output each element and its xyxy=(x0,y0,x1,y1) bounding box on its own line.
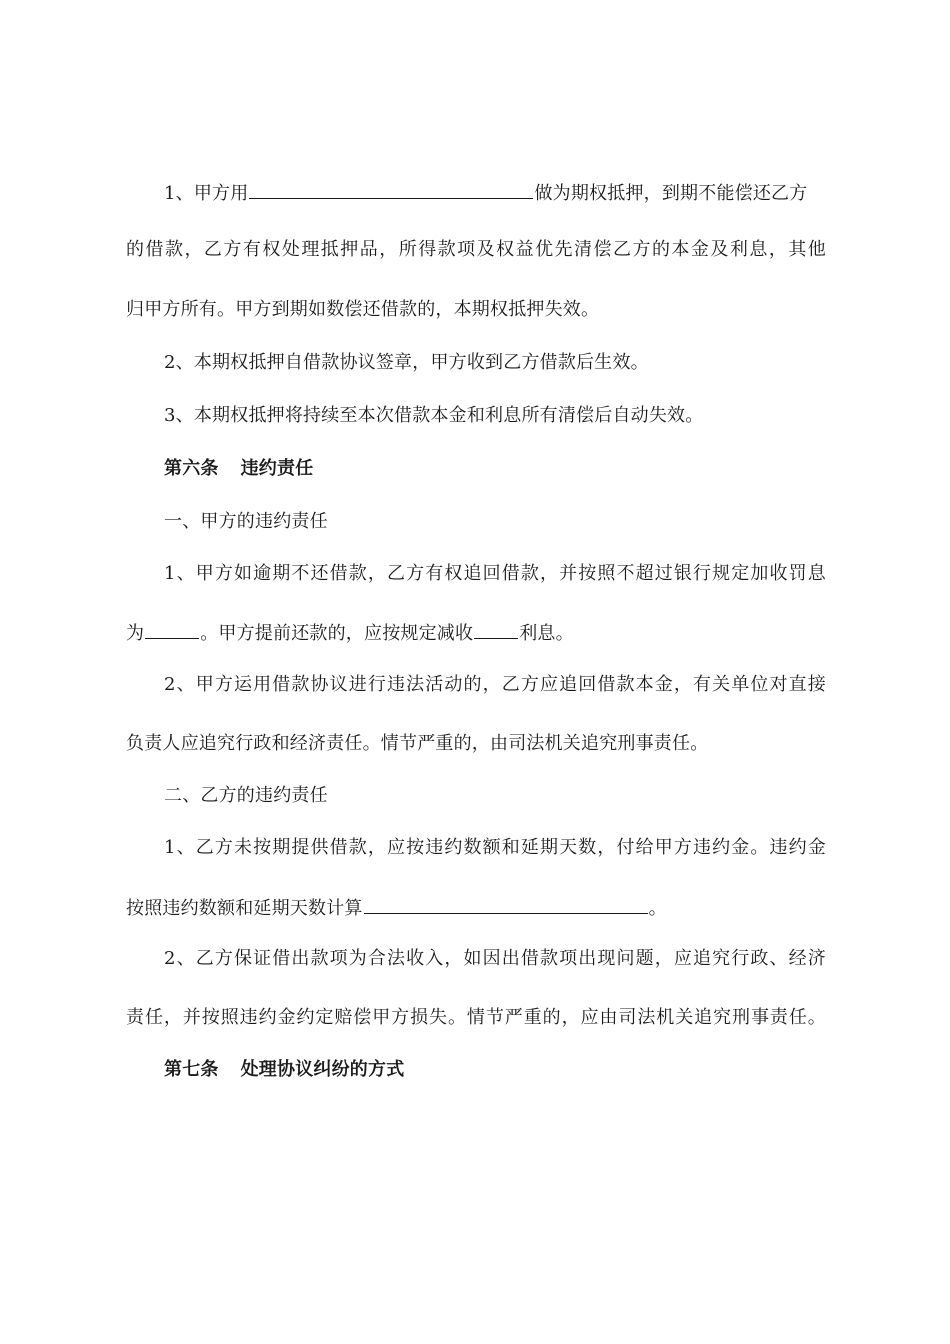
section-2-heading: 二、乙方的违约责任 xyxy=(164,785,328,806)
s2-paragraph-1-line-1: 1、乙方未按期提供借款，应按违约数额和延期天数，付给甲方违约金。违约金 xyxy=(164,837,826,858)
paragraph-2: 2、本期权抵押自借款协议签章，甲方收到乙方借款后生效。 xyxy=(164,352,649,373)
section-1-heading: 一、甲方的违约责任 xyxy=(164,511,328,532)
article-6-heading xyxy=(164,457,864,481)
fill-blank xyxy=(474,620,518,639)
s1-paragraph-1-line-1: 1、甲方如逾期不还借款，乙方有权追回借款，并按照不超过银行规定加收罚息 xyxy=(164,563,826,584)
s2-paragraph-2-line-1: 2、乙方保证借出款项为合法收入，如因出借款项出现问题，应追究行政、经济 xyxy=(164,948,826,969)
fill-blank xyxy=(145,620,199,639)
s1-paragraph-2-line-2: 负责人应追究行政和经济责任。情节严重的，由司法机关追究刑事责任。 xyxy=(126,733,709,754)
text-segment: 做为期权抵押，到期不能偿还乙方 xyxy=(534,183,808,204)
article-number: 第六条 xyxy=(164,458,219,479)
article-number: 第七条 xyxy=(164,1059,219,1080)
s2-paragraph-1-line-2 xyxy=(126,895,826,921)
text-segment: 。 xyxy=(648,898,667,919)
article-7-heading xyxy=(164,1058,864,1082)
text-segment: 按照违约数额和延期天数计算 xyxy=(126,898,363,919)
s2-paragraph-2-line-2: 责任，并按照违约金约定赔偿甲方损失。情节严重的，应由司法机关追究刑事责任。 xyxy=(126,1007,826,1028)
article-title: 处理协议纠纷的方式 xyxy=(240,1059,405,1080)
paragraph-1-line-1 xyxy=(164,180,826,206)
s1-paragraph-2-line-1: 2、甲方运用借款协议进行违法活动的，乙方应追回借款本金，有关单位对直接 xyxy=(164,674,826,695)
fill-blank xyxy=(364,895,648,914)
article-title: 违约责任 xyxy=(240,458,314,479)
paragraph-3: 3、本期权抵押将持续至本次借款本金和利息所有清偿后自动失效。 xyxy=(164,405,704,426)
s1-paragraph-1-line-2 xyxy=(126,620,826,646)
text-segment: 利息。 xyxy=(519,623,574,644)
text-segment: 1、甲方用 xyxy=(164,183,249,204)
text-segment: 为 xyxy=(126,623,145,644)
text-segment: 。甲方提前还款的，应按规定减收 xyxy=(200,623,474,644)
fill-blank xyxy=(249,180,533,199)
paragraph-1-line-2: 的借款，乙方有权处理抵押品，所得款项及权益优先清偿乙方的本金及利息，其他 xyxy=(126,239,826,260)
paragraph-1-line-3: 归甲方所有。甲方到期如数偿还借款的，本期权抵押失效。 xyxy=(126,299,600,320)
